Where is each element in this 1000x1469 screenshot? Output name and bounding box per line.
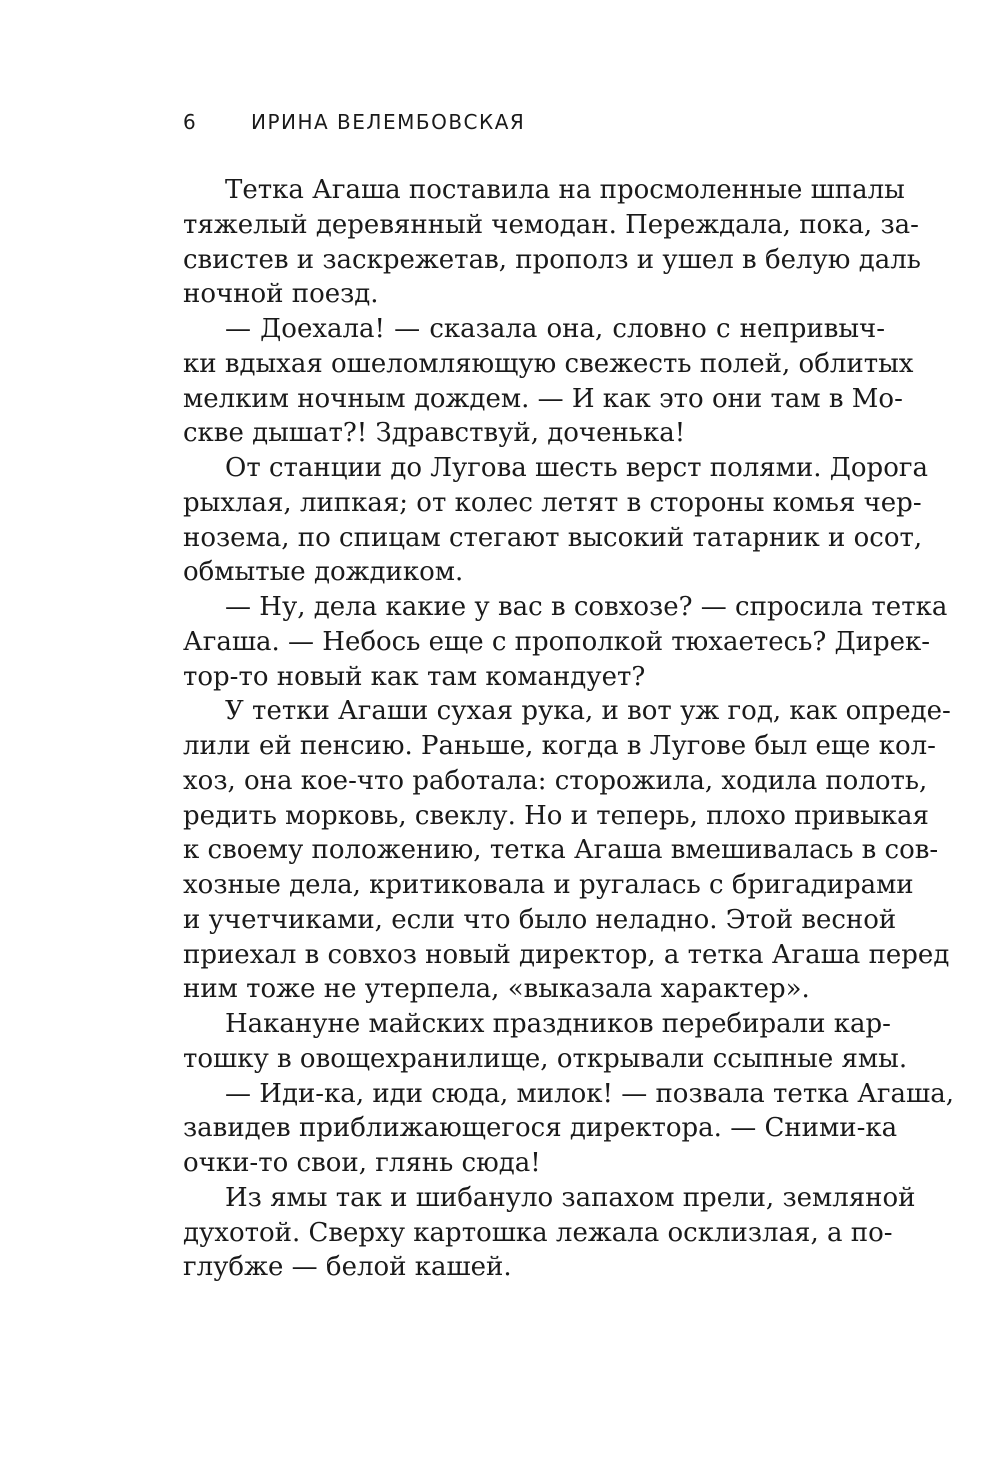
text-line: и учетчиками, если что было неладно. Этой весной bbox=[183, 904, 897, 935]
text-line: очки-то свои, глянь сюда! bbox=[183, 1148, 541, 1178]
page-number: 6 bbox=[183, 110, 198, 134]
text-line: к своему положению, тетка Агаша вмешивалась в сов- bbox=[183, 835, 939, 866]
text-line: Из ямы так и шибануло запахом прели, земляной bbox=[225, 1182, 916, 1213]
text-line: — Доехала! — сказала она, словно с непривыч- bbox=[225, 314, 885, 344]
author-name: ИРИНА ВЕЛЕМБОВСКАЯ bbox=[251, 110, 526, 134]
text-line: От станции до Лугова шесть верст полями. Дорога bbox=[225, 453, 928, 483]
text-line: глубже — белой кашей. bbox=[183, 1252, 512, 1283]
text-line: духотой. Сверху картошка лежала осклизлая, а по- bbox=[183, 1217, 893, 1248]
text-line: У тетки Агаши сухая рука, и вот уж год, как опреде- bbox=[225, 696, 951, 727]
text-line: хозные дела, критиковала и ругалась с бригадирами bbox=[183, 870, 914, 900]
text-line: хоз, она кое-что работала: сторожила, ходила полоть, bbox=[183, 765, 928, 796]
text-line: — Иди-ка, иди сюда, милок! — позвала тетка Агаша, bbox=[225, 1078, 954, 1109]
text-line: ночной поезд. bbox=[183, 279, 379, 310]
text-line: ки вдыхая ошеломляющую свежесть полей, облитых bbox=[183, 348, 914, 379]
text-line: тор-то новый как там командует? bbox=[183, 661, 646, 692]
text-line: Тетка Агаша поставила на просмоленные шпалы bbox=[225, 175, 905, 205]
text-line: рыхлая, липкая; от колес летят в стороны комья чер- bbox=[183, 487, 922, 518]
text-line: Накануне майских праздников перебирали кар- bbox=[225, 1009, 891, 1039]
text-line: ним тоже не утерпела, «выказала характер». bbox=[183, 974, 810, 1005]
body-text bbox=[183, 173, 954, 1285]
text-line: обмытые дождиком. bbox=[183, 557, 464, 588]
text-line: приехал в совхоз новый директор, а тетка Агаша перед bbox=[183, 939, 950, 970]
text-line: скве дышат?! Здравствуй, доченька! bbox=[183, 418, 686, 449]
running-head bbox=[183, 110, 883, 140]
text-line: свистев и заскрежетав, прополз и ушел в белую даль bbox=[183, 244, 921, 275]
text-line: лили ей пенсию. Раньше, когда в Лугове был еще кол- bbox=[183, 731, 936, 761]
text-line: Агаша. — Небось еще с прополкой тюхаетесь? Дирек- bbox=[183, 626, 931, 657]
text-line: завидев приближающегося директора. — Сними-ка bbox=[183, 1113, 898, 1144]
text-line: мелким ночным дождем. — И как это они там в Мо- bbox=[183, 383, 903, 414]
text-line: редить морковь, свеклу. Но и теперь, плохо привыкая bbox=[183, 800, 929, 831]
text-line: тяжелый деревянный чемодан. Переждала, пока, за- bbox=[183, 209, 919, 240]
text-line: тошку в овощехранилище, открывали ссыпные ямы. bbox=[183, 1043, 908, 1074]
text-line: — Ну, дела какие у вас в совхозе? — спросила тетка bbox=[225, 592, 948, 622]
text-line: нозема, по спицам стегают высокий татарник и осот, bbox=[183, 522, 923, 553]
